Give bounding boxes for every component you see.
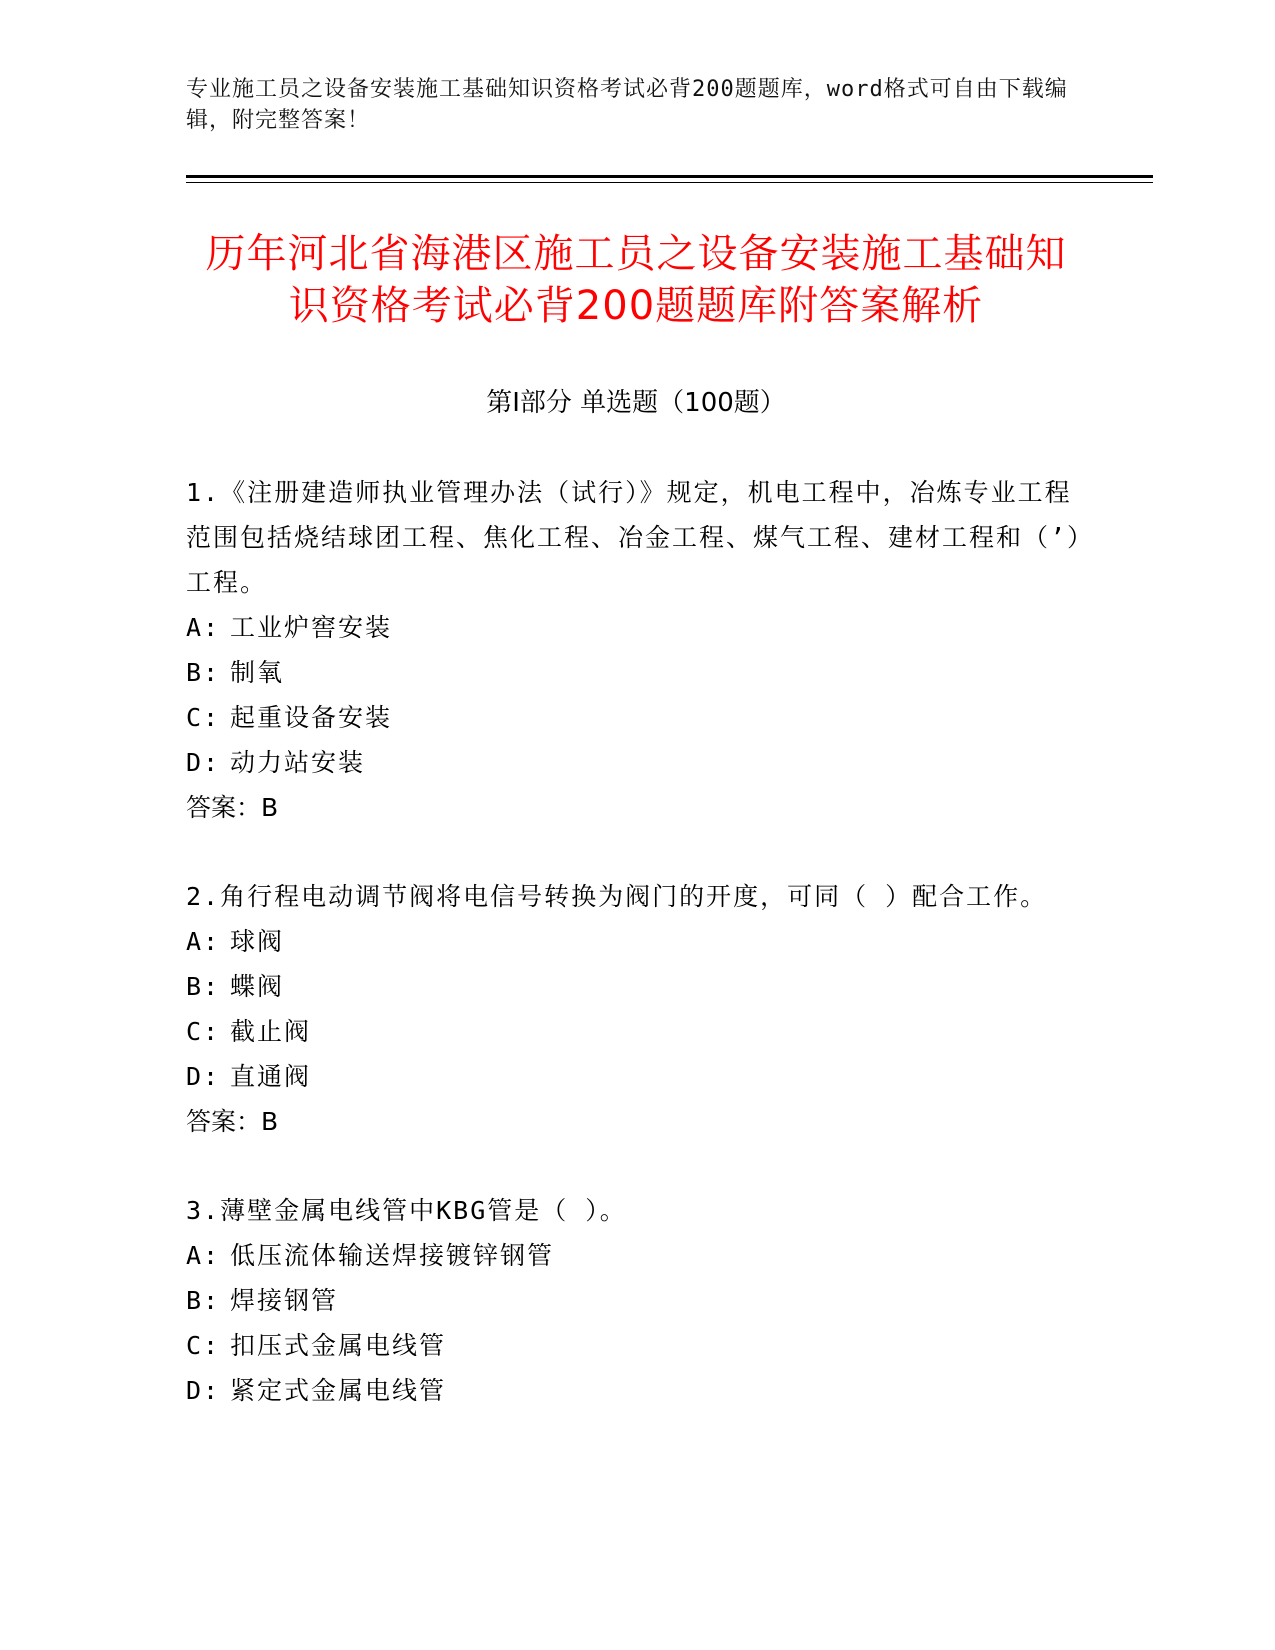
- option-text: 蝶阀: [230, 972, 285, 1001]
- option-d: [186, 1368, 1086, 1413]
- option-key: B:: [186, 972, 221, 1001]
- option-key: D:: [186, 748, 221, 777]
- option-text: 紧定式金属电线管: [230, 1376, 447, 1405]
- option-key: D:: [186, 1062, 221, 1091]
- question-1: [186, 470, 1086, 830]
- option-text: 扣压式金属电线管: [230, 1331, 447, 1360]
- option-b: [186, 650, 1086, 695]
- answer-line: 答案：B: [186, 1107, 279, 1136]
- option-key: C:: [186, 703, 221, 732]
- question-stem: 3.薄壁金属电线管中KBG管是（ ）。: [186, 1196, 627, 1225]
- section-title: 第Ⅰ部分 单选题（100题）: [486, 388, 786, 418]
- option-text: 起重设备安装: [230, 703, 393, 732]
- option-key: A:: [186, 927, 221, 956]
- option-a: [186, 605, 1086, 650]
- option-key: A:: [186, 1241, 221, 1270]
- document-title: 历年河北省海港区施工员之设备安装施工基础知识资格考试必背200题题库附答案解析: [205, 231, 1067, 329]
- option-a: [186, 1233, 1086, 1278]
- option-text: 低压流体输送焊接镀锌钢管: [230, 1241, 555, 1270]
- option-d: [186, 740, 1086, 785]
- option-text: 球阀: [230, 927, 285, 956]
- option-key: B:: [186, 1286, 221, 1315]
- option-text: 截止阀: [230, 1017, 312, 1046]
- answer-line: 答案：B: [186, 793, 279, 822]
- option-key: D:: [186, 1376, 221, 1405]
- option-c: [186, 695, 1086, 740]
- option-key: C:: [186, 1017, 221, 1046]
- question-list: [186, 470, 1086, 1457]
- option-text: 直通阀: [230, 1062, 312, 1091]
- question-2: [186, 874, 1086, 1144]
- option-c: [186, 1323, 1086, 1368]
- option-b: [186, 1278, 1086, 1323]
- option-b: [186, 964, 1086, 1009]
- question-3: [186, 1188, 1086, 1413]
- option-text: 焊接钢管: [230, 1286, 339, 1315]
- option-c: [186, 1009, 1086, 1054]
- option-text: 动力站安装: [230, 748, 366, 777]
- option-a: [186, 919, 1086, 964]
- option-key: A:: [186, 613, 221, 642]
- option-key: C:: [186, 1331, 221, 1360]
- option-d: [186, 1054, 1086, 1099]
- question-stem: 2.角行程电动调节阀将电信号转换为阀门的开度，可同（ ）配合工作。: [186, 882, 1048, 911]
- option-text: 制氧: [230, 658, 285, 687]
- option-text: 工业炉窖安装: [230, 613, 393, 642]
- header-rule-thick: [186, 175, 1153, 178]
- header-note: 专业施工员之设备安装施工基础知识资格考试必背200题题库，word格式可自由下载编辑，附完整答案！: [186, 77, 1068, 133]
- option-key: B:: [186, 658, 221, 687]
- header-rule-thin: [186, 182, 1153, 183]
- question-stem: 1.《注册建造师执业管理办法（试行）》规定，机电工程中，冶炼专业工程范围包括烧结球团工程、焦化工程、冶金工程、煤气工程、建材工程和（’）工程。: [186, 478, 1082, 597]
